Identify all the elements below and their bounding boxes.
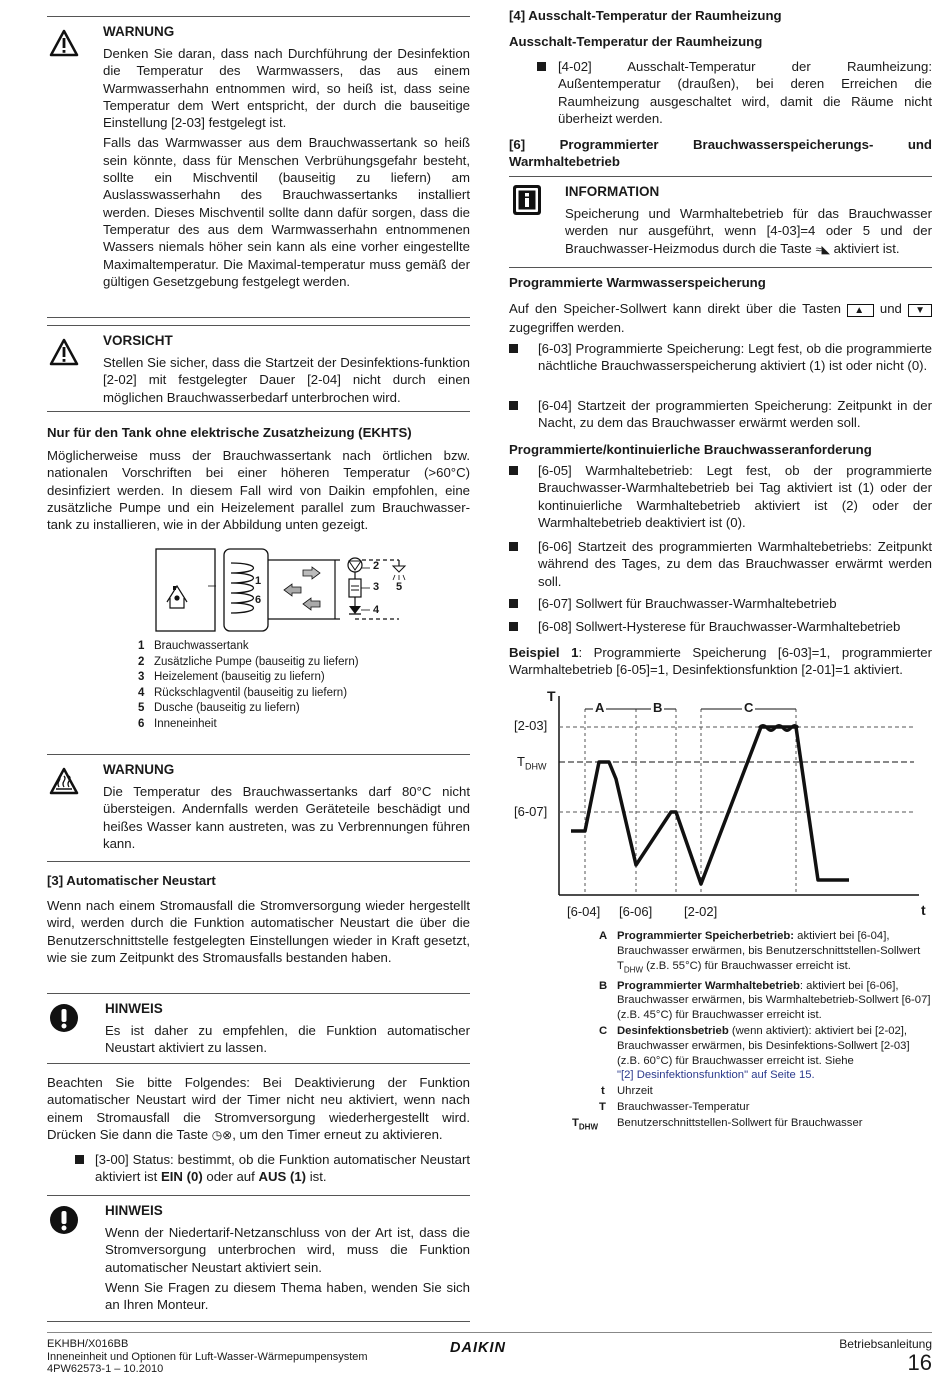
- info-icon: [512, 184, 542, 221]
- legend-text: aktiviert bei [6-04], Brauchwasser erwärmen, bis Benutzerschnittstellen-Sollwert T: [617, 930, 921, 972]
- example-label: Beispiel 1: [509, 645, 579, 660]
- footer-right: [839, 1338, 932, 1375]
- down-button-icon: ▼: [908, 304, 932, 317]
- diagram-label: 2: [373, 560, 380, 572]
- exclamation-icon: [49, 1205, 79, 1240]
- legend-sub: DHW: [623, 964, 644, 974]
- bullet-square: [509, 542, 518, 551]
- diagram-label: 1: [255, 575, 262, 587]
- info-text-a: Speicherung und Warmhaltebetrieb für das Brauchwasser werden nur ausgeführt, wenn [4-03]=4 oder 5 und der Brauchwasser-Heizmodus durch die Taste: [565, 206, 932, 256]
- diagram-legend: [138, 639, 359, 732]
- bullet-ein: EIN (0): [160, 1169, 203, 1185]
- warning-text: Falls das Warmwasser aus dem Brauchwassertank so heiß sein könnte, dass für Menschen Verbrühungsgefahr besteht, sollte ein Mischventil (bauseitig zu liefern) am Auslasswasserhahn des Brauchwassertanks installiert werden. Dieses Mischventil sollte dann dafür sorgen, dass die Temperatur des aus dem Warmwasserhahn entnommenen Wassers niemals höher sein kann als eine vorher eingestellte Maximaltemperatur. Die Maximal-temperatur muss gemäß der gültigen Gesetzgebung festgelegt werden.: [103, 135, 470, 289]
- legend-num: 6: [138, 717, 145, 730]
- legend-num: 2: [138, 655, 145, 668]
- section-heading: [509, 136, 932, 170]
- observe-text: [47, 1074, 470, 1144]
- diagram-label: 4: [373, 604, 380, 616]
- bullet-item: [509, 595, 932, 612]
- hot-surface-warning-icon: [49, 767, 79, 800]
- legend-row: [579, 1084, 931, 1099]
- ekhts-heading: Nur für den Tank ohne elektrische Zusatzheizung (EKHTS): [47, 425, 412, 440]
- legend-item: [138, 701, 359, 717]
- bullet-square: [509, 401, 518, 410]
- observe-text-a: Beachten Sie bitte Folgendes: Bei Deaktivierung der Funktion automatischer Neustart wird der Timer nicht neu aktiviert, wenn nach einem Stromausfall die Stromversorgung wiederhergestellt wird. Drücken Sie dann die Taste: [47, 1075, 470, 1142]
- bullet-aus: AUS (1): [258, 1169, 307, 1185]
- legend-text: Heizelement (bauseitig zu liefern): [154, 671, 325, 683]
- legend-text: : aktiviert bei [6-06], Brauchwasser erwärmen, bis Warmhaltebetrieb-Sollwert [6-07] (z.B. 45°C) für Brauchwasser erreicht ist.: [617, 979, 931, 1022]
- x-tick-label: [6-06]: [619, 904, 653, 919]
- legend-text: Dusche (bauseitig zu liefern): [154, 702, 300, 714]
- example-body: : Programmierte Speicherung [6-03]=1, programmierter Warmhaltebetrieb [6-05]=1, Desinfektionsfunktion [2-01]=1 aktiviert.: [509, 645, 932, 678]
- legend-text: Brauchwasser-Temperatur: [617, 1101, 750, 1114]
- cross-reference-link[interactable]: "[2] Desinfektionsfunktion" auf Seite 15.: [617, 1069, 815, 1082]
- legend-item: [138, 670, 359, 686]
- warning-title: WARNUNG: [103, 24, 175, 39]
- prog-text: [509, 300, 932, 337]
- legend-item: [138, 717, 359, 733]
- prog-text-a: Auf den Speicher-Sollwert kann direkt über die Tasten: [509, 301, 848, 316]
- legend-row: [579, 1100, 931, 1115]
- bullet-item: [509, 340, 932, 375]
- hot-water-button-icon: ≈◣: [815, 243, 830, 256]
- note-title: HINWEIS: [105, 1203, 163, 1218]
- bullet-item: [537, 58, 932, 127]
- note-text: Wenn Sie Fragen zu diesem Thema haben, wenden Sie sich an Ihren Monteur.: [105, 1279, 470, 1313]
- warning-text: Denken Sie daran, dass nach Durchführung der Desinfektion die Temperatur des Warmwassers, das aus einem Warmwasserhahn entnommen wird, so heiß ist, dass seine Temperatur dem Wert entspricht, der durch die bauseitige Einstellung [2-03] festgelegt ist.: [103, 46, 470, 131]
- note-box: [47, 993, 470, 1064]
- bullet-text-a: [3-00] Status: bestimmt, ob die Funktion automatischer Neustart aktiviert ist: [95, 1152, 470, 1185]
- warning-triangle-icon: [49, 338, 79, 371]
- bullet-square: [509, 466, 518, 475]
- legend-bold: Programmierter Warmhaltebetrieb: [617, 979, 800, 992]
- note-title: HINWEIS: [105, 1001, 163, 1016]
- phase-label: C: [744, 700, 754, 715]
- legend-num: 5: [138, 702, 145, 714]
- phase-label: B: [653, 700, 663, 715]
- observe-text-b: , um den Timer erneut zu aktivieren.: [232, 1126, 443, 1142]
- legend-text: Inneneinheit: [154, 717, 217, 730]
- legend-key: t: [601, 1085, 605, 1098]
- phase-label: A: [595, 700, 605, 715]
- y-axis-label: T: [547, 688, 556, 704]
- footer-left: [47, 1338, 368, 1376]
- sub-heading: Programmierte/kontinuierliche Brauchwasseranforderung: [509, 442, 872, 457]
- ekhts-text: Möglicherweise muss der Brauchwassertank nach örtlichen bzw. nationalen Vorschriften bei einer höheren Temperatur (>60°C) desinfiziert werden. In diesem Fall wird von Daikin empfohlen, eine zusätzliche Pumpe und ein Heizelement parallel zum Brauchwasser-tank zu installieren, wie in der Abbildung unten gezeigt.: [47, 448, 470, 533]
- bullet-text: [6-05] Warmhaltebetrieb: Legt fest, ob der programmierte Brauchwasser-Warmhaltebetrieb bei Tag aktiviert ist (1) oder der kontinuierliche Warmhaltebetrieb aktiviert ist (2) oder der Warmhaltebetrieb deaktiviert ist (0).: [538, 463, 932, 530]
- y-tick-label: [6-07]: [514, 804, 548, 819]
- sub-heading: Ausschalt-Temperatur der Raumheizung: [509, 34, 763, 49]
- bullet-text: [6-06] Startzeit des programmierten Warmhaltebetriebs: Zeitpunkt während des Tages, zu dem das Brauchwasser erwärmt werden soll.: [538, 539, 932, 589]
- legend-text: Benutzerschnittstellen-Sollwert für Brauchwasser: [617, 1116, 863, 1129]
- tdhw-sub: DHW: [524, 761, 547, 772]
- temperature-time-chart: [509, 688, 932, 920]
- footer-title: Inneneinheit und Optionen für Luft-Wasser-Wärmepumpensystem: [47, 1350, 368, 1363]
- bullet-text: [95, 1151, 470, 1186]
- prog-text-b: und: [873, 301, 909, 316]
- chart-legend: [572, 929, 931, 1132]
- legend-row: [572, 1116, 931, 1132]
- legend-row: [579, 1024, 931, 1083]
- bullet-item: [509, 397, 932, 432]
- exclamation-icon: [49, 1003, 79, 1038]
- bullet-text: [6-03] Programmierte Speicherung: Legt fest, ob die programmierte nächtliche Brauchwasserspeicherung aktiviert (1) ist oder nicht (0).: [538, 341, 932, 374]
- y-tick-label: [2-03]: [514, 718, 548, 733]
- legend-text: (wenn aktiviert): aktiviert bei [2-02], Brauchwasser erwärmen, bis Desinfektions-Sollwert [2-03] (z.B. 60°C) für Brauchwasser erreicht ist. Siehe: [617, 1025, 910, 1067]
- legend-bold: Desinfektionsbetrieb: [617, 1025, 729, 1038]
- note-text: Wenn der Niedertarif-Netzanschluss von der Art ist, dass die Stromversorgung unterbrochen wird, muss die Funktion automatischer Neustart aktiviert sein.: [105, 1225, 470, 1275]
- legend-key: C: [599, 1025, 608, 1038]
- legend-num: 3: [138, 671, 145, 683]
- warning-text: Die Temperatur des Brauchwassertanks darf 80°C nicht übersteigen. Andernfalls werden Geräteteile beschädigt und heißes Wasser kann austreten, was zu Verbrennungen führen kann.: [103, 784, 470, 851]
- section-heading-text: [6] Programmierter Brauchwasserspeicherungs- und Warmhaltebetrieb: [509, 137, 932, 169]
- bullet-text: [6-04] Startzeit der programmierten Speicherung: Zeitpunkt in der Nacht, zu dem das Brauchwasser erwärmt werden soll.: [538, 398, 932, 431]
- tank-installation-diagram: [155, 548, 415, 639]
- info-title: INFORMATION: [565, 184, 660, 199]
- bullet-square: [537, 62, 546, 71]
- daikin-logo: DAIKIN: [450, 1340, 506, 1356]
- caution-box: [47, 325, 470, 412]
- note-text: Es ist daher zu empfehlen, die Funktion automatischer Neustart aktiviert zu lassen.: [105, 1023, 470, 1056]
- legend-key-sub: DHW: [578, 1122, 599, 1132]
- restart-text: Wenn nach einem Stromausfall die Stromversorgung wieder hergestellt wird, werden durch die Funktion automatischer Neustart die über die Benutzerschnittstelle festgelegten Einstellungen wieder in Kraft gesetzt, wie sie zum Zeitpunkt des Stromausfalls bestanden haben.: [47, 898, 470, 965]
- x-tick-label: [2-02]: [684, 904, 718, 919]
- footer-doc-type: Betriebsanleitung: [839, 1337, 932, 1351]
- bullet-item: [75, 1151, 470, 1186]
- legend-key: [572, 1116, 598, 1135]
- tdhw-main: T: [517, 754, 525, 769]
- diagram-label: 5: [396, 581, 403, 593]
- legend-key: T: [599, 1101, 606, 1114]
- diagram-label: 3: [373, 581, 380, 593]
- legend-key: A: [599, 930, 608, 942]
- bullet-text: [6-08] Sollwert-Hysterese für Brauchwasser-Warmhaltebetrieb: [538, 619, 901, 634]
- legend-item: [138, 655, 359, 671]
- page-number: 16: [907, 1349, 932, 1375]
- bullet-item: [509, 538, 932, 590]
- prog-text-c: zugegriffen werden.: [509, 320, 625, 336]
- warning-hot-box: [47, 754, 470, 862]
- bullet-mid: oder auf: [202, 1169, 259, 1185]
- caution-title: VORSICHT: [103, 333, 173, 348]
- legend-text: Uhrzeit: [617, 1085, 653, 1098]
- x-axis-label: t: [921, 902, 926, 918]
- warning-title: WARNUNG: [103, 762, 175, 777]
- legend-num: 1: [138, 640, 145, 652]
- legend-text2: (z.B. 55°C) für Brauchwasser erreicht ist.: [643, 959, 851, 972]
- info-text-b: aktiviert ist.: [829, 240, 900, 256]
- restart-heading: [3] Automatischer Neustart: [47, 873, 216, 888]
- info-text: [565, 205, 932, 259]
- bullet-text: [6-07] Sollwert für Brauchwasser-Warmhaltebetrieb: [538, 596, 837, 611]
- warning-box: [47, 16, 470, 318]
- legend-item: [138, 686, 359, 702]
- x-tick-label: [6-04]: [567, 904, 601, 919]
- y-tick-label: [517, 754, 546, 772]
- legend-row: [579, 929, 931, 978]
- legend-text: Brauchwassertank: [154, 640, 249, 652]
- legend-bold: Programmierter Speicherbetrieb:: [617, 930, 795, 942]
- example-text: [509, 644, 932, 679]
- legend-text: Rückschlagventil (bauseitig zu liefern): [154, 686, 348, 699]
- bullet-square: [509, 599, 518, 608]
- legend-row: [579, 979, 931, 1023]
- info-box: [509, 176, 932, 268]
- footer-rule: [47, 1332, 932, 1333]
- legend-key: B: [599, 979, 608, 992]
- diagram-label: 6: [255, 594, 262, 606]
- bullet-square: [509, 344, 518, 353]
- caution-text: Stellen Sie sicher, dass die Startzeit der Desinfektions-funktion [2-02] mit festgelegter Dauer [2-04] nicht durch einen möglichen Brauchwasserbedarf unterbrochen wird.: [103, 355, 470, 405]
- note-box: [47, 1195, 470, 1322]
- bullet-item: [509, 462, 932, 531]
- legend-key-main: T: [572, 1116, 579, 1129]
- footer-docnum: 4PW62573-1 – 10.2010: [47, 1363, 164, 1375]
- legend-item: [138, 639, 359, 655]
- bullet-text: [4-02] Ausschalt-Temperatur der Raumheizung: Außentemperatur (draußen), bei deren Erreichen die Raumheizung ausgeschaltet wird, damit die Räume nicht überheizt werden.: [558, 59, 932, 126]
- legend-text: Zusätzliche Pumpe (bauseitig zu liefern): [154, 655, 359, 668]
- bullet-square: [75, 1155, 84, 1164]
- legend-num: 4: [138, 686, 145, 699]
- bullet-end: ist.: [306, 1169, 327, 1185]
- up-button-icon: ▲: [847, 304, 873, 317]
- footer-model: EKHBH/X016BB: [47, 1338, 129, 1350]
- bullet-item: [509, 618, 932, 635]
- section-heading: [4] Ausschalt-Temperatur der Raumheizung: [509, 8, 782, 23]
- timer-clock-icon: ◷⊗: [211, 1127, 233, 1142]
- bullet-square: [509, 622, 518, 631]
- warning-triangle-icon: [49, 29, 79, 62]
- sub-heading: Programmierte Warmwasserspeicherung: [509, 275, 766, 290]
